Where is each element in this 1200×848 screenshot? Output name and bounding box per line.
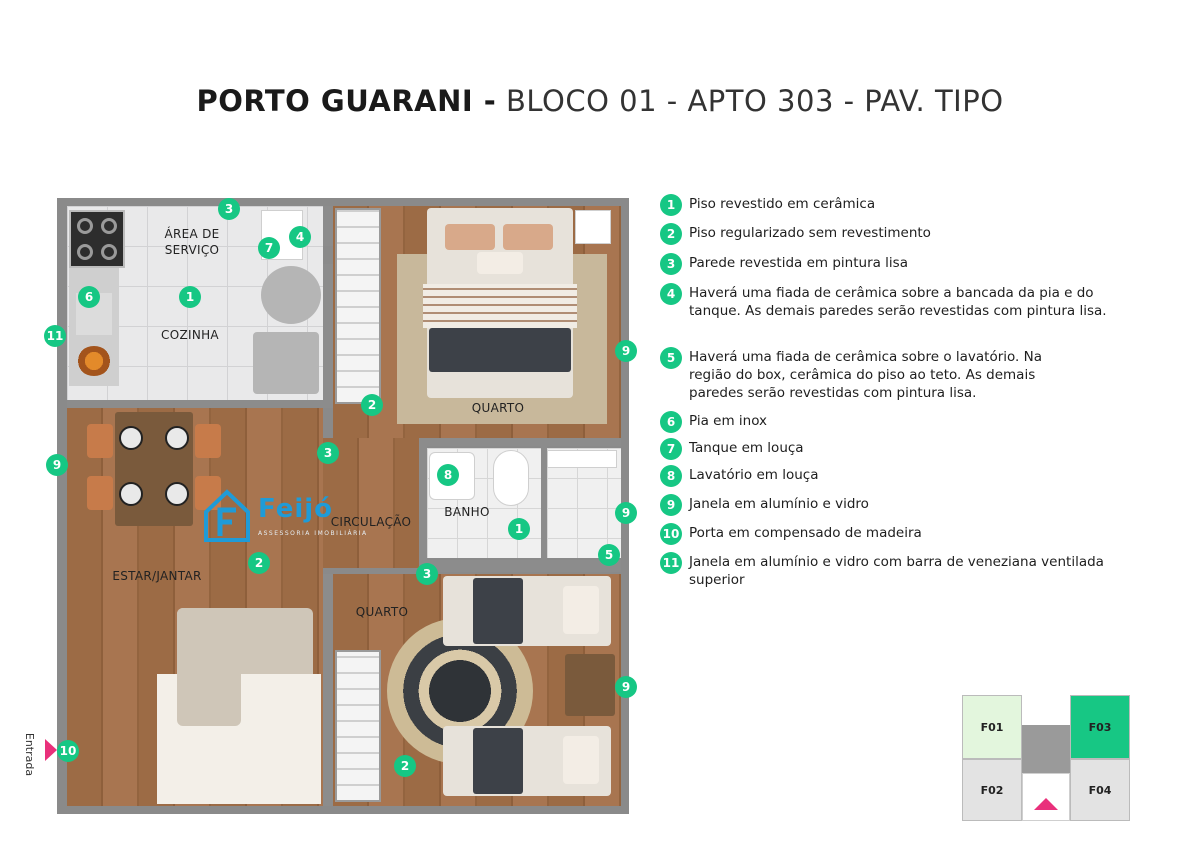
corridor [1022, 773, 1070, 821]
label-cozinha: COZINHA [161, 328, 219, 342]
wall-bath-top [419, 438, 621, 446]
legend-text: Janela em alumínio e vidro [689, 496, 869, 512]
legend-badge: 9 [660, 494, 682, 516]
marker-5: 5 [598, 544, 620, 566]
marker-2: 2 [361, 394, 383, 416]
legend-text: Piso revestido em cerâmica [689, 196, 876, 212]
marker-10: 10 [57, 740, 79, 762]
marker-9: 9 [615, 676, 637, 698]
marker-4: 4 [289, 226, 311, 248]
legend-badge: 6 [660, 411, 682, 433]
legend-text: Lavatório em louça [689, 467, 819, 483]
pillow-3 [477, 252, 523, 274]
washing-machine [261, 266, 321, 324]
legend-text: Tanque em louça [689, 440, 804, 456]
marker-9: 9 [615, 502, 637, 524]
marker-3: 3 [317, 442, 339, 464]
chair-1 [87, 424, 113, 458]
core-block [1022, 725, 1070, 773]
label-circulacao: CIRCULAÇÃO [330, 515, 412, 529]
blanket-single-2 [473, 728, 523, 794]
wall-bedroom2-left [323, 574, 333, 806]
bed-blanket [429, 328, 571, 372]
wall-bedroom1-left [323, 206, 333, 246]
unit-f03: F03 [1070, 695, 1130, 759]
legend-badge: 2 [660, 223, 682, 245]
house-logo-icon [200, 486, 254, 544]
pillow-single-1 [563, 586, 599, 634]
marker-1: 1 [179, 286, 201, 308]
legend-badge: 11 [660, 552, 682, 574]
marker-1: 1 [508, 518, 530, 540]
unit-f01: F01 [962, 695, 1022, 759]
refrigerator [253, 332, 319, 394]
marker-9: 9 [46, 454, 68, 476]
toilet [493, 450, 529, 506]
legend-item [660, 283, 1109, 320]
plate-4 [165, 482, 189, 506]
nightstand-2 [565, 654, 615, 716]
label-quarto-2: QUARTO [355, 605, 409, 619]
legend-text: Pia em inox [689, 413, 768, 429]
legend-item [660, 523, 1129, 545]
nightstand-1 [575, 210, 611, 244]
plate-3 [119, 482, 143, 506]
wall-bath-bottom [419, 560, 621, 572]
marker-11: 11 [44, 325, 66, 347]
marker-3: 3 [416, 563, 438, 585]
label-estar-jantar: ESTAR/JANTAR [112, 569, 202, 583]
pillow-1 [445, 224, 495, 250]
legend-text: Haverá uma fiada de cerâmica sobre o lavatório. Na região do box, cerâmica do piso ao teto. As demais paredes serão revestidas com pintura lisa. [689, 349, 1042, 401]
marker-3: 3 [218, 198, 240, 220]
wall-kitchen-bottom [67, 400, 323, 408]
stove [69, 210, 125, 268]
fruit-bowl [77, 346, 111, 376]
legend-item [660, 494, 1129, 516]
pillow-single-2 [563, 736, 599, 784]
marker-2: 2 [248, 552, 270, 574]
legend-item [660, 411, 1129, 433]
marker-6: 6 [78, 286, 100, 308]
wall-kitchen-right [323, 264, 333, 408]
chair-3 [195, 424, 221, 458]
feijo-logo [200, 486, 368, 544]
legend-item [660, 194, 1129, 216]
legend-item [660, 465, 1129, 487]
legend-badge: 5 [660, 347, 682, 369]
legend-badge: 8 [660, 465, 682, 487]
legend-badge: 7 [660, 438, 682, 460]
pillow-2 [503, 224, 553, 250]
legend-badge: 4 [660, 283, 682, 305]
legend-badge: 1 [660, 194, 682, 216]
legend-text: Piso regularizado sem revestimento [689, 225, 931, 241]
sofa-chaise [177, 608, 241, 726]
marker-7: 7 [258, 237, 280, 259]
legend-item [660, 253, 1129, 275]
legend-badge: 3 [660, 253, 682, 275]
marker-2: 2 [394, 755, 416, 777]
legend-badge: 10 [660, 523, 682, 545]
entrance-label [20, 730, 46, 778]
wall-bath-left [419, 446, 427, 566]
title-unit: BLOCO 01 - APTO 303 - PAV. TIPO [506, 84, 1004, 118]
logo-name: Feijó [258, 494, 334, 524]
legend-item [660, 438, 1129, 460]
logo-subtitle: ASSESSORIA IMOBILIÁRIA [258, 530, 368, 537]
legend-text: Porta em compensado de madeira [689, 525, 922, 541]
legend-item [660, 223, 1129, 245]
label-area-servico: ÁREA DE SERVIÇO [164, 227, 220, 257]
blanket-single-1 [473, 578, 523, 644]
legend-item [660, 552, 1119, 589]
page-title [0, 84, 1200, 118]
wardrobe-2 [335, 650, 381, 802]
chair-2 [87, 476, 113, 510]
label-banho: BANHO [444, 505, 490, 519]
shower-box [547, 450, 617, 468]
legend-text: Haverá uma fiada de cerâmica sobre a bancada da pia e do tanque. As demais paredes serão revestidas com pintura lisa. [689, 285, 1107, 319]
unit-f02: F02 [962, 759, 1022, 821]
floor-key-map [962, 695, 1130, 821]
plate-2 [165, 426, 189, 450]
entrance-arrow-icon [45, 739, 57, 761]
legend-text: Parede revestida em pintura lisa [689, 255, 908, 271]
legend-text: Janela em alumínio e vidro com barra de veneziana ventilada superior [689, 554, 1104, 588]
marker-8: 8 [437, 464, 459, 486]
plate-1 [119, 426, 143, 450]
entrance-text: Entrada [23, 732, 37, 777]
bed-throw [423, 284, 577, 328]
legend-item [660, 347, 1059, 402]
unit-f04: F04 [1070, 759, 1130, 821]
title-project: PORTO GUARANI - [196, 84, 497, 118]
label-quarto-1: QUARTO [471, 401, 525, 415]
location-arrow-icon [1034, 798, 1058, 810]
wardrobe-1 [335, 208, 381, 404]
marker-9: 9 [615, 340, 637, 362]
